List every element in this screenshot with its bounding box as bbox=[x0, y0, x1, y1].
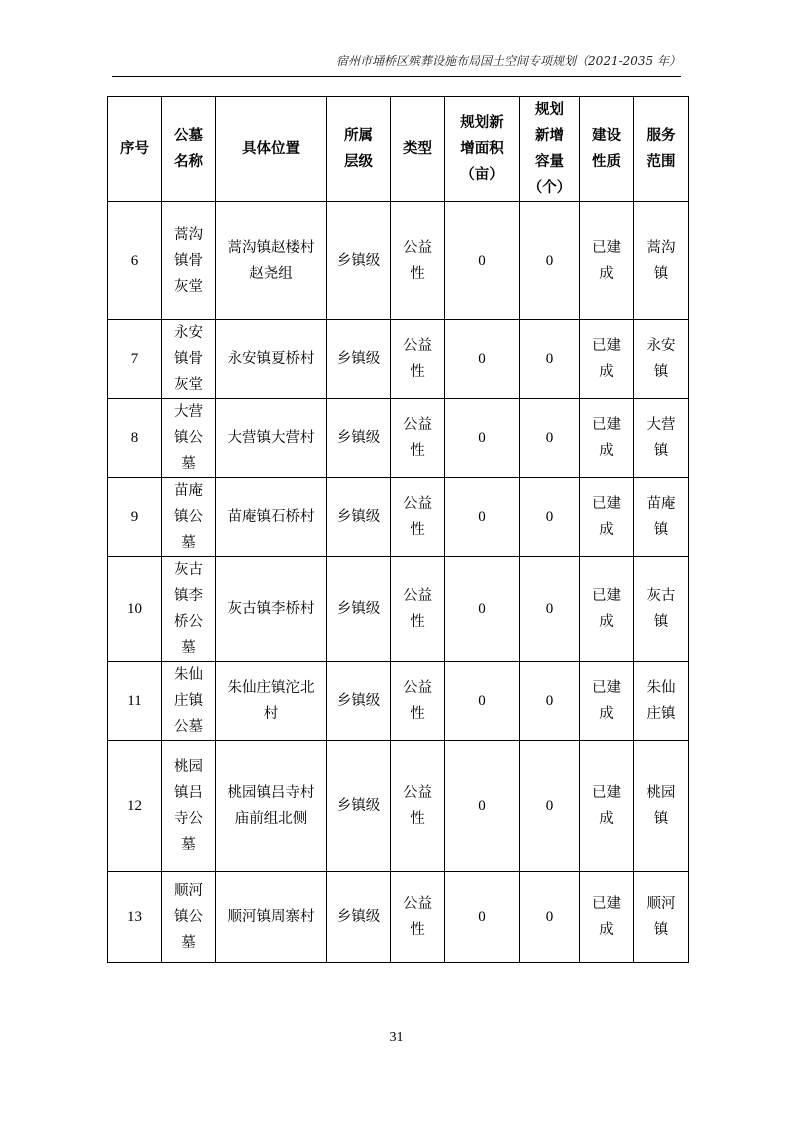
row-number-cell: 11 bbox=[108, 662, 162, 741]
type-cell: 公益 性 bbox=[391, 741, 445, 872]
construction-status-cell: 已建 成 bbox=[580, 662, 634, 741]
cemetery-name-cell: 蒿沟 镇骨 灰堂 bbox=[162, 202, 216, 320]
new-area-cell: 0 bbox=[445, 662, 520, 741]
service-scope-cell: 大营 镇 bbox=[634, 399, 689, 478]
cemetery-name-cell: 永安 镇骨 灰堂 bbox=[162, 320, 216, 399]
type-cell: 公益 性 bbox=[391, 662, 445, 741]
level-cell: 乡镇级 bbox=[327, 741, 391, 872]
new-capacity-cell: 0 bbox=[520, 872, 580, 963]
construction-status-cell: 已建 成 bbox=[580, 202, 634, 320]
table-row bbox=[108, 662, 689, 741]
location-cell: 灰古镇李桥村 bbox=[216, 557, 327, 662]
location-cell: 永安镇夏桥村 bbox=[216, 320, 327, 399]
new-capacity-cell: 0 bbox=[520, 202, 580, 320]
new-capacity-cell: 0 bbox=[520, 478, 580, 557]
location-cell: 顺河镇周寨村 bbox=[216, 872, 327, 963]
service-scope-cell: 灰古 镇 bbox=[634, 557, 689, 662]
column-header: 规划 新增 容量 （个） bbox=[520, 97, 580, 202]
cemetery-table bbox=[107, 96, 689, 963]
column-header: 公墓 名称 bbox=[162, 97, 216, 202]
cemetery-name-cell: 苗庵 镇公 墓 bbox=[162, 478, 216, 557]
new-area-cell: 0 bbox=[445, 202, 520, 320]
type-cell: 公益 性 bbox=[391, 872, 445, 963]
table-row bbox=[108, 741, 689, 872]
column-header: 建设 性质 bbox=[580, 97, 634, 202]
column-header: 服务 范围 bbox=[634, 97, 689, 202]
table-row bbox=[108, 202, 689, 320]
column-header: 序号 bbox=[108, 97, 162, 202]
cemetery-name-cell: 灰古 镇李 桥公 墓 bbox=[162, 557, 216, 662]
table-row bbox=[108, 478, 689, 557]
row-number-cell: 13 bbox=[108, 872, 162, 963]
type-cell: 公益 性 bbox=[391, 478, 445, 557]
table-row bbox=[108, 320, 689, 399]
table-row bbox=[108, 557, 689, 662]
new-area-cell: 0 bbox=[445, 399, 520, 478]
cemetery-name-cell: 朱仙 庄镇 公墓 bbox=[162, 662, 216, 741]
construction-status-cell: 已建 成 bbox=[580, 872, 634, 963]
cemetery-name-cell: 大营 镇公 墓 bbox=[162, 399, 216, 478]
type-cell: 公益 性 bbox=[391, 557, 445, 662]
cemetery-name-cell: 桃园 镇吕 寺公 墓 bbox=[162, 741, 216, 872]
row-number-cell: 6 bbox=[108, 202, 162, 320]
service-scope-cell: 永安 镇 bbox=[634, 320, 689, 399]
level-cell: 乡镇级 bbox=[327, 202, 391, 320]
construction-status-cell: 已建 成 bbox=[580, 478, 634, 557]
service-scope-cell: 苗庵 镇 bbox=[634, 478, 689, 557]
row-number-cell: 7 bbox=[108, 320, 162, 399]
table-header-row bbox=[108, 97, 689, 202]
location-cell: 桃园镇吕寺村 庙前组北侧 bbox=[216, 741, 327, 872]
row-number-cell: 10 bbox=[108, 557, 162, 662]
column-header: 具体位置 bbox=[216, 97, 327, 202]
table-row bbox=[108, 399, 689, 478]
location-cell: 苗庵镇石桥村 bbox=[216, 478, 327, 557]
table-row bbox=[108, 872, 689, 963]
service-scope-cell: 桃园 镇 bbox=[634, 741, 689, 872]
construction-status-cell: 已建 成 bbox=[580, 557, 634, 662]
document-header: 宿州市埇桥区殡葬设施布局国土空间专项规划（2021-2035 年） bbox=[336, 54, 681, 68]
cemetery-name-cell: 顺河 镇公 墓 bbox=[162, 872, 216, 963]
row-number-cell: 8 bbox=[108, 399, 162, 478]
type-cell: 公益 性 bbox=[391, 202, 445, 320]
type-cell: 公益 性 bbox=[391, 399, 445, 478]
level-cell: 乡镇级 bbox=[327, 872, 391, 963]
column-header: 规划新 增面积 （亩） bbox=[445, 97, 520, 202]
location-cell: 朱仙庄镇沱北 村 bbox=[216, 662, 327, 741]
new-capacity-cell: 0 bbox=[520, 557, 580, 662]
level-cell: 乡镇级 bbox=[327, 662, 391, 741]
construction-status-cell: 已建 成 bbox=[580, 741, 634, 872]
column-header: 类型 bbox=[391, 97, 445, 202]
row-number-cell: 12 bbox=[108, 741, 162, 872]
location-cell: 蒿沟镇赵楼村 赵尧组 bbox=[216, 202, 327, 320]
page-number: 31 bbox=[389, 1030, 404, 1045]
service-scope-cell: 朱仙 庄镇 bbox=[634, 662, 689, 741]
service-scope-cell: 蒿沟 镇 bbox=[634, 202, 689, 320]
level-cell: 乡镇级 bbox=[327, 320, 391, 399]
new-area-cell: 0 bbox=[445, 478, 520, 557]
level-cell: 乡镇级 bbox=[327, 557, 391, 662]
column-header: 所属 层级 bbox=[327, 97, 391, 202]
construction-status-cell: 已建 成 bbox=[580, 399, 634, 478]
new-capacity-cell: 0 bbox=[520, 741, 580, 872]
level-cell: 乡镇级 bbox=[327, 399, 391, 478]
location-cell: 大营镇大营村 bbox=[216, 399, 327, 478]
new-capacity-cell: 0 bbox=[520, 399, 580, 478]
level-cell: 乡镇级 bbox=[327, 478, 391, 557]
new-capacity-cell: 0 bbox=[520, 662, 580, 741]
header-rule bbox=[112, 76, 681, 77]
construction-status-cell: 已建 成 bbox=[580, 320, 634, 399]
new-capacity-cell: 0 bbox=[520, 320, 580, 399]
type-cell: 公益 性 bbox=[391, 320, 445, 399]
new-area-cell: 0 bbox=[445, 741, 520, 872]
new-area-cell: 0 bbox=[445, 872, 520, 963]
new-area-cell: 0 bbox=[445, 320, 520, 399]
service-scope-cell: 顺河 镇 bbox=[634, 872, 689, 963]
row-number-cell: 9 bbox=[108, 478, 162, 557]
new-area-cell: 0 bbox=[445, 557, 520, 662]
